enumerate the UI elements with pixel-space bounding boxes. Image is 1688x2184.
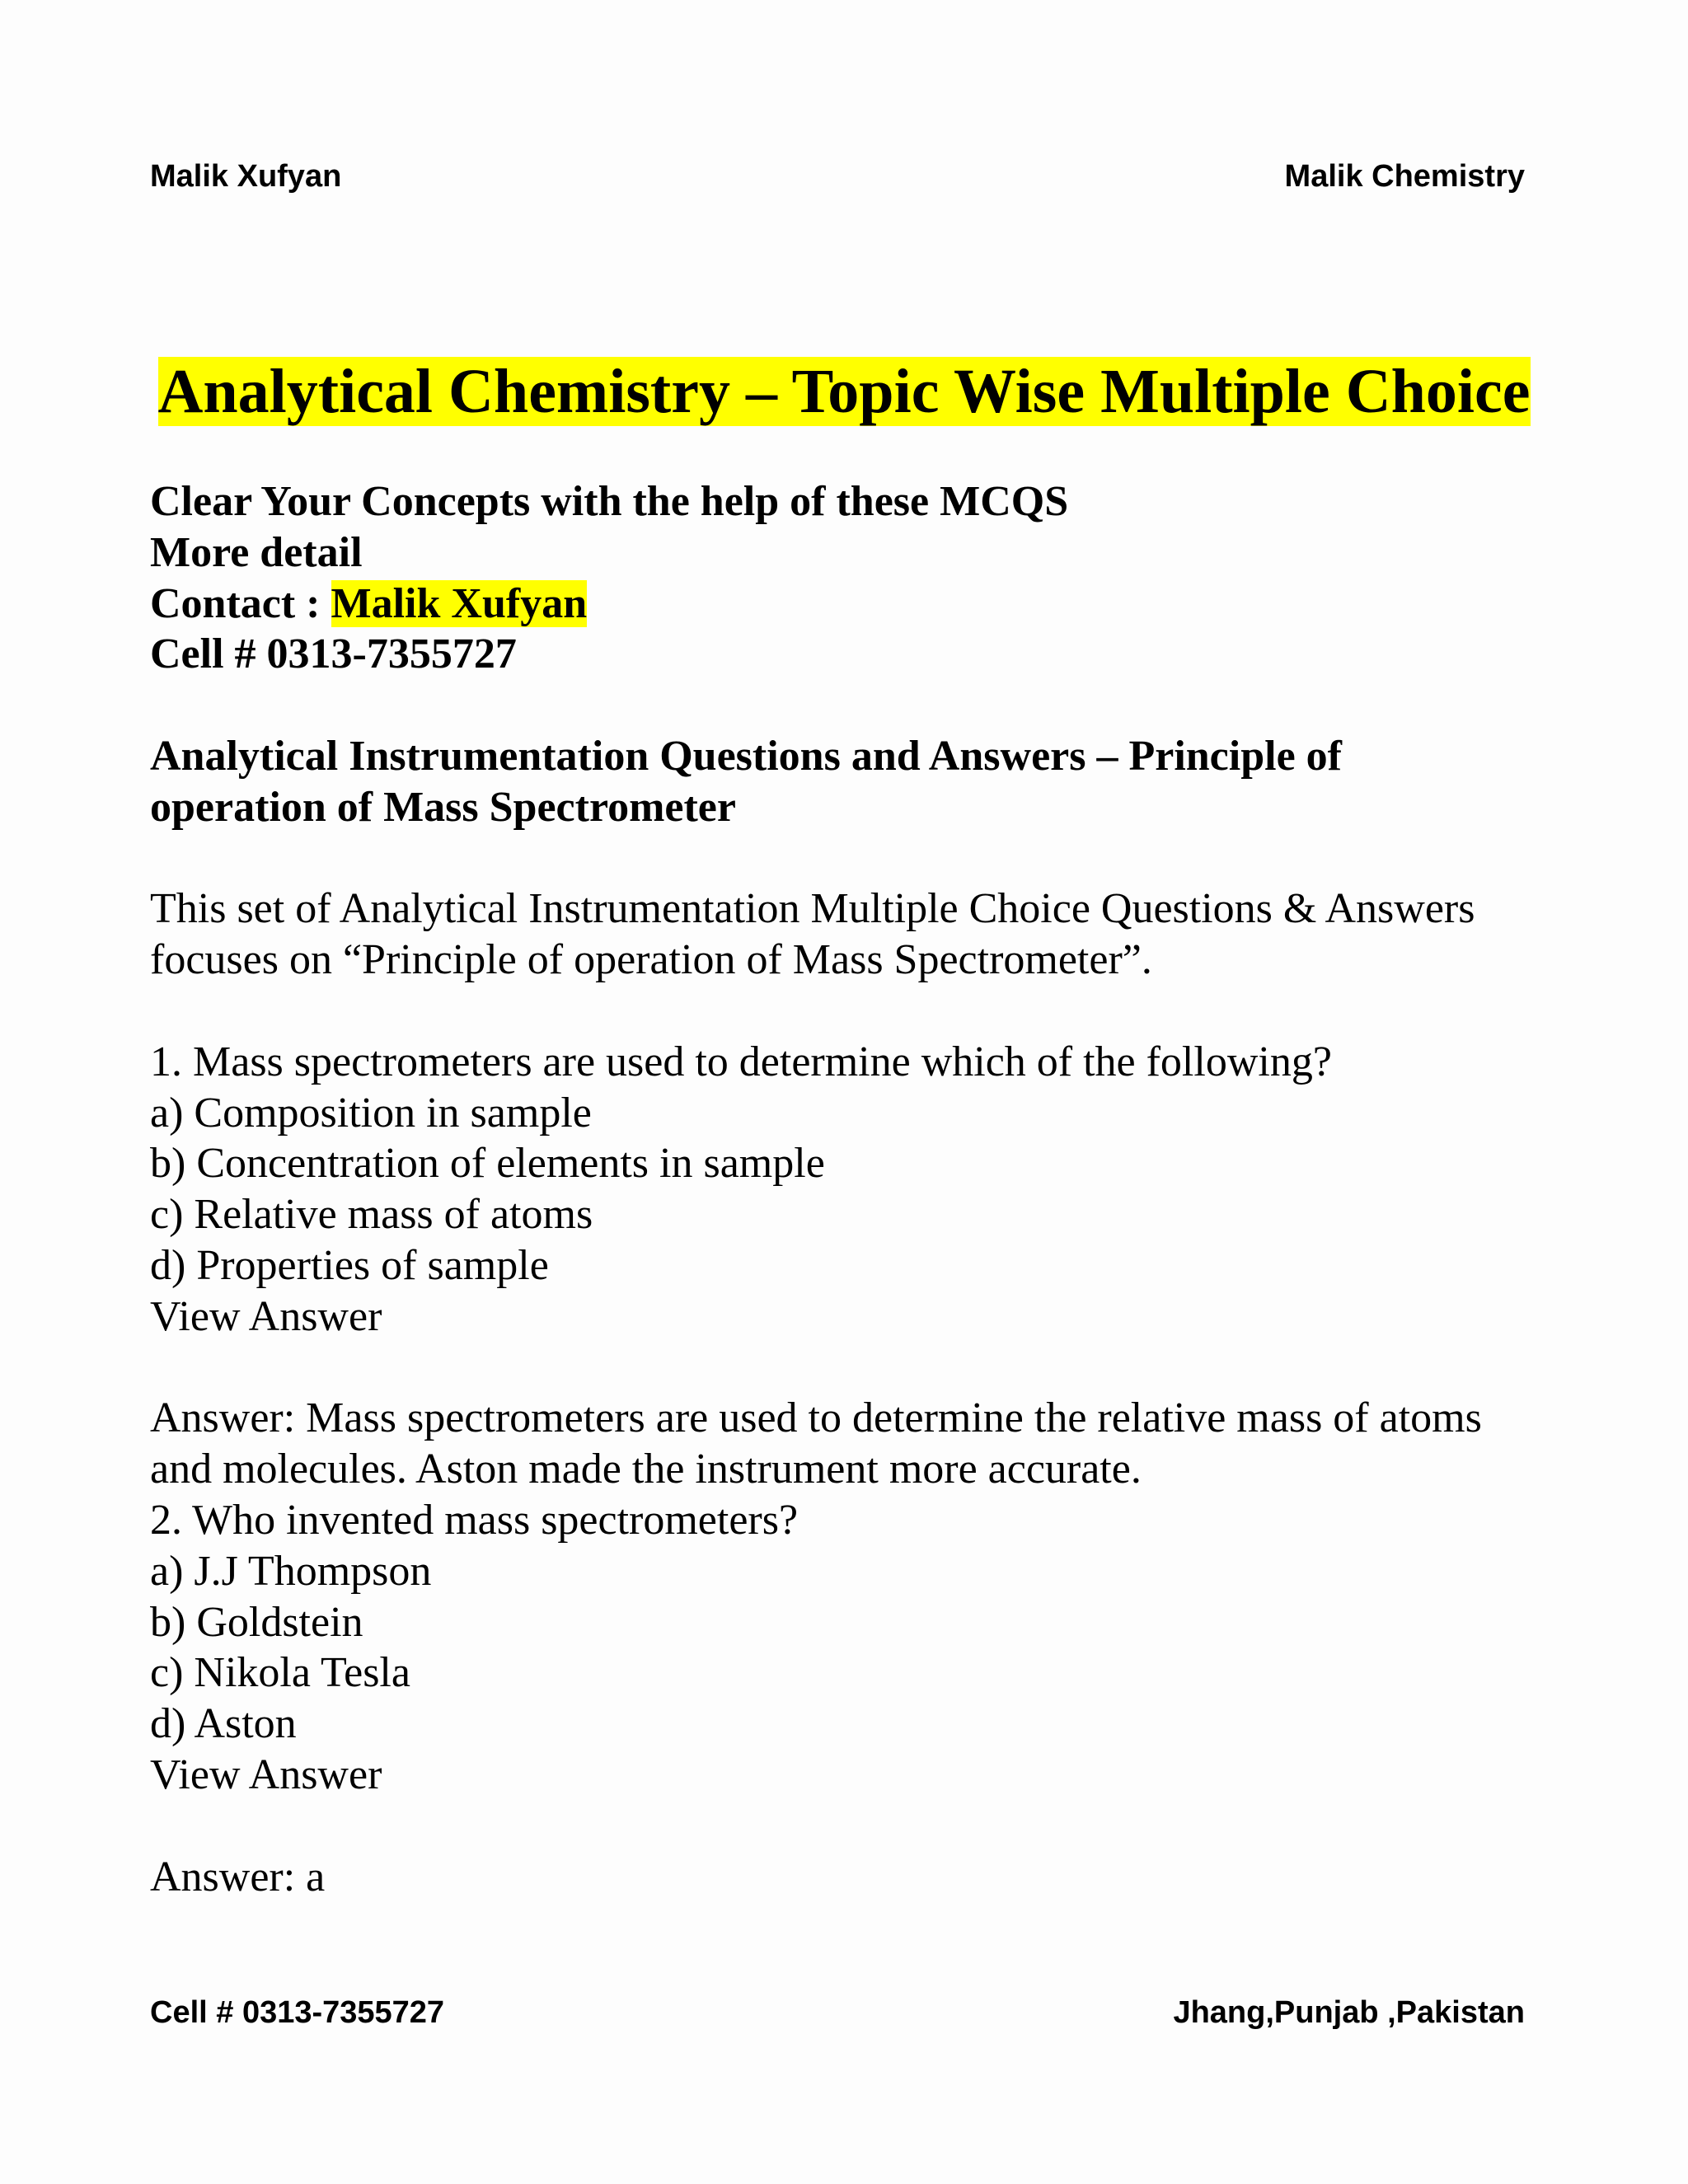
question-1: 1. Mass spectrometers are used to determine which of the following? bbox=[150, 1038, 1332, 1085]
question-2-view-answer[interactable]: View Answer bbox=[150, 1750, 382, 1798]
page-title bbox=[0, 354, 1688, 429]
question-2-option-d: d) Aston bbox=[150, 1700, 297, 1748]
description-line-2: focuses on “Principle of operation of Mass Spectrometer”. bbox=[150, 936, 1152, 984]
question-1-option-b: b) Concentration of elements in sample bbox=[150, 1140, 825, 1188]
question-1-option-a: a) Composition in sample bbox=[150, 1089, 592, 1137]
section-heading-line-2: operation of Mass Spectrometer bbox=[150, 783, 736, 831]
spacer bbox=[150, 1801, 1535, 1852]
header-author: Malik Xufyan bbox=[150, 159, 342, 194]
contact-line bbox=[150, 579, 1535, 630]
footer-cell: Cell # 0313-7355727 bbox=[150, 1995, 445, 2030]
question-2: 2. Who invented mass spectrometers? bbox=[150, 1496, 799, 1544]
question-2-option-c: c) Nikola Tesla bbox=[150, 1649, 410, 1697]
document-body bbox=[150, 476, 1535, 1902]
contact-label: Contact : bbox=[150, 579, 331, 627]
spacer bbox=[150, 1343, 1535, 1394]
more-detail-line: More detail bbox=[150, 528, 363, 576]
question-1-view-answer[interactable]: View Answer bbox=[150, 1292, 382, 1340]
contact-name: Malik Xufyan bbox=[331, 579, 588, 627]
header-site: Malik Chemistry bbox=[1284, 159, 1525, 194]
question-1-answer-line-1: Answer: Mass spectrometers are used to determine the relative mass of atoms bbox=[150, 1394, 1482, 1442]
spacer bbox=[150, 680, 1535, 731]
question-1-option-d: d) Properties of sample bbox=[150, 1241, 549, 1289]
footer-location: Jhang,Punjab ,Pakistan bbox=[1173, 1995, 1525, 2030]
spacer bbox=[150, 833, 1535, 884]
intro-line: Clear Your Concepts with the help of these MCQS bbox=[150, 478, 1069, 525]
spacer bbox=[150, 986, 1535, 1037]
question-2-option-a: a) J.J Thompson bbox=[150, 1547, 432, 1595]
page-title-text: Analytical Chemistry – Topic Wise Multiple Choice bbox=[157, 357, 1531, 426]
section-heading-line-1: Analytical Instrumentation Questions and Answers – Principle of bbox=[150, 732, 1342, 780]
question-1-answer-line-2: and molecules. Aston made the instrument more accurate. bbox=[150, 1446, 1142, 1493]
cell-line: Cell # 0313-7355727 bbox=[150, 630, 517, 678]
question-2-option-b: b) Goldstein bbox=[150, 1598, 363, 1646]
question-2-answer: Answer: a bbox=[150, 1853, 326, 1900]
description-line-1: This set of Analytical Instrumentation Multiple Choice Questions & Answers bbox=[150, 885, 1475, 933]
question-1-option-c: c) Relative mass of atoms bbox=[150, 1191, 593, 1239]
